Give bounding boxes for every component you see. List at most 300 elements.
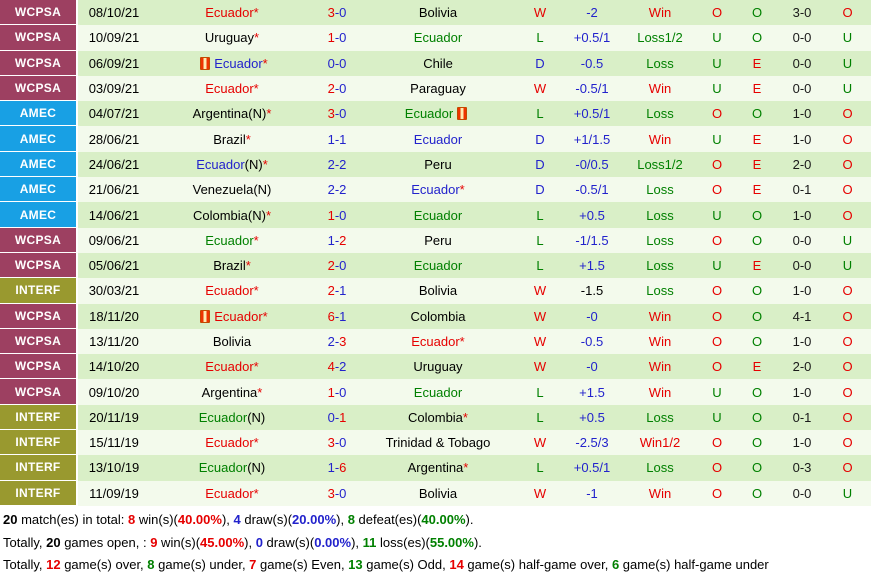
over-under-letter: O <box>711 308 723 324</box>
odd-even-letter: O <box>751 30 763 46</box>
away-goals: 2 <box>339 156 347 172</box>
away-goals: 1 <box>339 283 347 299</box>
score-dash: - <box>334 182 340 198</box>
home-goals: 2 <box>327 283 335 299</box>
handicap-outcome: Loss <box>646 232 674 248</box>
odd-even-letter: E <box>752 55 762 71</box>
league-badge[interactable]: WCPSA <box>0 304 78 329</box>
odd-even-letter: O <box>751 308 763 324</box>
home-goals: 1 <box>327 232 335 248</box>
team-name: Venezuela <box>192 182 254 198</box>
away-team-link[interactable] <box>414 208 462 223</box>
team-name: Ecuador <box>205 232 254 248</box>
halftime-score: 1-0 <box>792 131 812 147</box>
team-name: Argentina <box>407 460 464 476</box>
league-badge[interactable]: AMEC <box>0 101 78 126</box>
summary-line <box>3 509 871 532</box>
odd-even-letter: E <box>752 258 762 274</box>
home-team-link[interactable] <box>199 410 265 425</box>
team-flag-icon <box>200 310 210 323</box>
over-under-letter: O <box>711 232 723 248</box>
home-goals: 3 <box>327 435 335 451</box>
home-team-link[interactable] <box>193 106 272 121</box>
over-under-letter: U <box>712 81 722 97</box>
over-under-letter: O <box>711 106 723 122</box>
summary-segment: game(s) Even, <box>256 557 349 572</box>
summary-segment: game(s) over, <box>60 557 148 572</box>
summary-segment: 45.00% <box>200 534 245 550</box>
odd-even-letter: O <box>751 283 763 299</box>
handicap-value: -0.5 <box>580 55 604 71</box>
fulltime-score <box>314 481 360 506</box>
odd-even-letter: O <box>751 485 763 501</box>
away-team-link[interactable] <box>423 56 453 71</box>
handicap-outcome: Loss <box>646 207 674 223</box>
summary-segment: 7 <box>249 557 257 572</box>
home-team-link[interactable] <box>205 5 258 20</box>
away-goals: 2 <box>339 359 347 375</box>
result-letter: W <box>533 283 547 299</box>
over-under-letter: U <box>712 409 722 425</box>
league-badge[interactable]: WCPSA <box>0 51 78 76</box>
summary-segment: defeat(es)( <box>354 512 422 527</box>
league-badge[interactable]: WCPSA <box>0 354 78 379</box>
score-dash: - <box>334 5 340 21</box>
fulltime-score <box>314 379 360 404</box>
summary-segment: game(s) half-game over, <box>463 557 612 572</box>
over-under-letter: U <box>712 55 722 71</box>
team-name: Bolivia <box>212 334 252 349</box>
home-team-link[interactable] <box>196 56 267 71</box>
summary-segment: game(s) Odd, <box>362 557 450 572</box>
team-name: Ecuador <box>413 258 463 274</box>
team-name: Ecuador <box>413 384 463 400</box>
home-team <box>150 278 314 303</box>
home-team-link[interactable] <box>205 81 258 96</box>
star-marker: * <box>459 182 465 198</box>
home-team <box>150 228 314 253</box>
home-team <box>150 202 314 227</box>
handicap-outcome: Loss1/2 <box>637 156 683 172</box>
team-name: Ecuador <box>413 30 463 46</box>
halftime-score: 0-0 <box>792 485 812 501</box>
home-goals: 1 <box>327 30 335 46</box>
handicap-value: +1.5 <box>579 384 605 400</box>
ht-over-under-letter: O <box>842 384 853 400</box>
summary-segment: ), <box>336 512 348 527</box>
home-team-link[interactable] <box>199 460 265 475</box>
fulltime-score <box>314 126 360 151</box>
away-team-link[interactable] <box>419 5 457 20</box>
ht-over-under-letter: O <box>842 156 853 172</box>
summary-segment: game(s) half-game under <box>619 557 769 572</box>
summary-line <box>3 554 871 577</box>
summary-segment: 40.00% <box>421 512 466 527</box>
team-name: Uruguay <box>204 30 255 46</box>
score-dash: - <box>334 409 340 425</box>
over-under-letter: O <box>711 485 723 501</box>
handicap-outcome: Win1/2 <box>639 435 681 451</box>
match-row <box>0 51 871 76</box>
match-date: 05/06/21 <box>88 258 140 274</box>
score-dash: - <box>334 81 340 97</box>
league-badge[interactable]: AMEC <box>0 202 78 227</box>
handicap-value: -0 <box>586 308 598 324</box>
home-team <box>150 177 314 202</box>
match-date: 09/06/21 <box>88 232 140 248</box>
league-badge[interactable]: INTERF <box>0 405 78 430</box>
handicap-outcome: Win <box>648 334 672 349</box>
away-team-link[interactable] <box>411 334 464 349</box>
away-team-link[interactable] <box>419 486 457 501</box>
team-name: Brazil <box>213 131 246 147</box>
over-under-letter: O <box>711 283 723 299</box>
away-goals: 0 <box>339 106 347 122</box>
home-team <box>150 152 314 177</box>
team-name: Colombia <box>408 409 463 425</box>
away-team <box>360 455 516 480</box>
summary-segment: Totally, <box>3 534 47 550</box>
home-team-link[interactable] <box>205 359 258 374</box>
league-badge[interactable]: INTERF <box>0 430 78 455</box>
match-row <box>0 0 871 25</box>
halftime-score: 4-1 <box>792 308 812 324</box>
result-letter: W <box>533 5 547 21</box>
match-date: 04/07/21 <box>88 106 140 122</box>
away-goals: 0 <box>339 81 347 97</box>
away-team-link[interactable] <box>424 157 451 172</box>
summary-segment: 13 <box>348 557 363 572</box>
match-date: 28/06/21 <box>88 131 140 147</box>
away-team-link[interactable] <box>419 283 457 298</box>
handicap-outcome: Win <box>648 131 672 147</box>
result-letter: L <box>536 207 544 223</box>
team-name: Ecuador <box>411 182 460 198</box>
away-team-link[interactable] <box>410 81 466 96</box>
home-team-link[interactable] <box>205 283 258 298</box>
fulltime-score <box>314 101 360 126</box>
home-team-link[interactable] <box>193 182 272 197</box>
fulltime-score <box>314 25 360 50</box>
star-marker: * <box>462 409 468 425</box>
result-letter: W <box>533 435 547 451</box>
away-team <box>360 202 516 227</box>
team-name: Ecuador <box>205 435 254 451</box>
result-letter: W <box>533 485 547 501</box>
summary-segment: ), <box>351 534 363 550</box>
home-team-link[interactable] <box>205 30 259 45</box>
result-letter: L <box>536 258 544 274</box>
summary-segment: 8 <box>347 512 355 527</box>
away-team-link[interactable] <box>414 132 462 147</box>
fulltime-score <box>314 202 360 227</box>
score-dash: - <box>334 30 340 46</box>
team-name: Argentina <box>192 106 249 122</box>
away-team-link[interactable] <box>424 233 451 248</box>
away-goals: 2 <box>339 232 347 248</box>
handicap-value: +1.5 <box>579 258 605 274</box>
home-team-link[interactable] <box>196 309 267 324</box>
home-goals: 3 <box>327 106 335 122</box>
summary-segment: 20 <box>46 534 61 550</box>
away-team-link[interactable] <box>414 30 462 45</box>
summary-segment: ), <box>244 534 256 550</box>
home-team <box>150 405 314 430</box>
summary-segment: 8 <box>128 512 136 527</box>
summary-segment: 9 <box>150 534 158 550</box>
match-date: 11/09/19 <box>89 485 139 501</box>
odd-even-letter: E <box>752 182 762 198</box>
halftime-score: 0-3 <box>792 460 812 476</box>
handicap-outcome: Loss <box>646 106 674 122</box>
match-row <box>0 278 871 303</box>
away-goals: 0 <box>339 485 347 501</box>
match-row <box>0 202 871 227</box>
ht-over-under-letter: U <box>842 485 853 501</box>
match-date: 21/06/21 <box>88 182 140 198</box>
odd-even-letter: E <box>752 131 762 147</box>
fulltime-score <box>314 253 360 278</box>
result-letter: W <box>533 308 547 324</box>
score-dash: - <box>334 334 340 349</box>
match-row <box>0 25 871 50</box>
league-badge[interactable]: WCPSA <box>0 0 78 25</box>
result-letter: L <box>536 106 544 122</box>
fulltime-score <box>314 405 360 430</box>
handicap-value: -2.5/3 <box>575 435 609 451</box>
ht-over-under-letter: O <box>842 334 853 349</box>
handicap-outcome: Win <box>648 359 672 375</box>
score-dash: - <box>334 460 340 476</box>
home-team <box>150 76 314 101</box>
away-team-link[interactable] <box>405 106 471 121</box>
ht-over-under-letter: U <box>842 81 853 97</box>
away-team <box>360 481 516 506</box>
match-date: 24/06/21 <box>88 156 140 172</box>
over-under-letter: O <box>711 182 723 198</box>
away-team-link[interactable] <box>411 309 466 324</box>
away-team <box>360 278 516 303</box>
league-badge[interactable]: WCPSA <box>0 253 78 278</box>
ht-over-under-letter: O <box>842 283 853 299</box>
team-name: Trinidad & Tobago <box>385 435 491 451</box>
odd-even-letter: E <box>752 156 762 172</box>
result-letter: D <box>535 131 545 147</box>
away-team-link[interactable] <box>408 460 469 475</box>
home-goals: 2 <box>327 334 335 349</box>
home-team-link[interactable] <box>205 486 258 501</box>
league-badge[interactable]: INTERF <box>0 278 78 303</box>
home-goals: 2 <box>327 258 335 274</box>
home-team-link[interactable] <box>193 208 271 223</box>
match-date: 08/10/21 <box>88 5 140 21</box>
result-letter: L <box>536 409 544 425</box>
star-marker: * <box>245 131 251 147</box>
ht-over-under-letter: O <box>842 359 853 375</box>
handicap-value: -0.5/1 <box>575 182 609 198</box>
home-goals: 1 <box>327 207 335 223</box>
halftime-score: 2-0 <box>792 156 812 172</box>
summary-segment: loss(es)( <box>376 534 430 550</box>
halftime-score: 1-0 <box>792 435 812 451</box>
handicap-value: -1.5 <box>580 283 604 299</box>
handicap-value: +0.5 <box>579 409 605 425</box>
away-goals: 1 <box>339 308 347 324</box>
odd-even-letter: O <box>751 384 763 400</box>
result-letter: D <box>535 182 545 198</box>
away-team-link[interactable] <box>386 435 491 450</box>
home-team <box>150 430 314 455</box>
summary-segment: 11 <box>362 534 377 550</box>
halftime-score: 0-0 <box>792 258 812 274</box>
neutral-ground-marker: (N) <box>248 106 267 122</box>
away-team <box>360 0 516 25</box>
away-goals: 0 <box>339 435 347 451</box>
home-team-link[interactable] <box>205 435 258 450</box>
home-team-link[interactable] <box>213 258 251 273</box>
ht-over-under-letter: O <box>842 435 853 451</box>
score-dash: - <box>334 232 340 248</box>
star-marker: * <box>463 460 469 476</box>
away-team-link[interactable] <box>408 410 468 425</box>
league-badge[interactable]: INTERF <box>0 455 78 480</box>
league-badge[interactable]: AMEC <box>0 177 78 202</box>
fulltime-score <box>314 304 360 329</box>
away-team <box>360 405 516 430</box>
star-marker: * <box>266 106 272 122</box>
neutral-ground-marker: (N) <box>244 156 263 172</box>
fulltime-score <box>314 152 360 177</box>
team-name: Ecuador <box>205 485 254 501</box>
summary-segment: win(s)( <box>135 512 178 527</box>
match-row <box>0 152 871 177</box>
star-marker: * <box>253 81 259 97</box>
handicap-value: -0.5/1 <box>575 81 609 97</box>
away-goals: 3 <box>339 334 347 349</box>
team-name: Colombia <box>192 207 248 223</box>
away-goals: 2 <box>339 182 347 198</box>
handicap-value: -0 <box>586 359 598 375</box>
handicap-value: -1 <box>586 485 598 501</box>
summary-segment: match(es) in total: <box>17 512 129 527</box>
result-letter: W <box>533 334 547 349</box>
away-team-link[interactable] <box>414 258 462 273</box>
halftime-score: 1-0 <box>792 283 812 299</box>
team-name: Ecuador <box>205 283 254 299</box>
over-under-letter: O <box>711 5 723 21</box>
away-team-link[interactable] <box>411 182 464 197</box>
result-letter: L <box>536 384 544 400</box>
match-date: 20/11/19 <box>89 409 139 425</box>
ht-over-under-letter: O <box>842 409 853 425</box>
home-team-link[interactable] <box>205 233 258 248</box>
summary-segment: 6 <box>611 557 620 572</box>
star-marker: * <box>262 156 268 172</box>
away-goals: 1 <box>339 131 347 147</box>
league-badge[interactable]: WCPSA <box>0 76 78 101</box>
star-marker: * <box>459 334 465 349</box>
handicap-value: +0.5 <box>579 207 605 223</box>
ht-over-under-letter: O <box>842 308 853 324</box>
match-row <box>0 455 871 480</box>
home-team-link[interactable] <box>202 385 263 400</box>
away-team-link[interactable] <box>413 359 462 374</box>
ht-over-under-letter: U <box>842 232 853 248</box>
away-team <box>360 329 516 354</box>
halftime-score: 0-0 <box>792 232 812 248</box>
score-dash: - <box>334 359 340 375</box>
match-row <box>0 405 871 430</box>
league-badge[interactable]: WCPSA <box>0 228 78 253</box>
home-team <box>150 0 314 25</box>
score-dash: - <box>334 131 340 147</box>
star-marker: * <box>253 283 259 299</box>
handicap-outcome: Loss <box>646 283 674 299</box>
league-badge[interactable]: WCPSA <box>0 329 78 354</box>
away-team <box>360 253 516 278</box>
home-team <box>150 455 314 480</box>
ht-over-under-letter: O <box>842 207 853 223</box>
away-team-link[interactable] <box>414 385 462 400</box>
home-team <box>150 379 314 404</box>
away-team <box>360 76 516 101</box>
home-team <box>150 51 314 76</box>
odd-even-letter: E <box>752 359 762 375</box>
team-name: Peru <box>424 232 452 248</box>
team-name: Argentina <box>201 384 258 400</box>
star-marker: * <box>245 258 251 274</box>
score-dash: - <box>334 207 340 223</box>
home-team-link[interactable] <box>196 157 268 172</box>
halftime-score: 0-1 <box>792 409 812 425</box>
league-badge[interactable]: WCPSA <box>0 25 78 50</box>
league-badge[interactable]: AMEC <box>0 152 78 177</box>
ht-over-under-letter: O <box>842 106 853 122</box>
ht-over-under-letter: O <box>842 182 853 198</box>
home-team <box>150 253 314 278</box>
result-letter: L <box>536 232 544 248</box>
match-row <box>0 304 871 329</box>
home-team-link[interactable] <box>213 132 251 147</box>
halftime-score: 1-0 <box>792 207 812 223</box>
over-under-letter: O <box>711 334 723 349</box>
away-goals: 0 <box>339 5 347 21</box>
away-team <box>360 126 516 151</box>
fulltime-score <box>314 51 360 76</box>
league-badge[interactable]: INTERF <box>0 481 78 506</box>
team-name: Ecuador <box>205 81 254 97</box>
home-team-link[interactable] <box>213 334 251 349</box>
team-name: Ecuador <box>404 106 454 122</box>
league-badge[interactable]: WCPSA <box>0 379 78 404</box>
handicap-outcome: Win <box>648 485 672 501</box>
score-dash: - <box>334 308 340 324</box>
summary-segment: 55.00% <box>429 534 474 550</box>
team-name: Brazil <box>213 258 246 274</box>
league-badge[interactable]: AMEC <box>0 126 78 151</box>
away-team <box>360 228 516 253</box>
neutral-ground-marker: (N) <box>247 460 266 476</box>
handicap-value: -0.5 <box>580 334 604 349</box>
summary-segment: 12 <box>46 557 61 572</box>
match-row <box>0 253 871 278</box>
odd-even-letter: O <box>751 334 763 349</box>
summary-segment: 20 <box>3 512 18 527</box>
summary-segment: ). <box>473 534 482 550</box>
match-date: 18/11/20 <box>89 308 139 324</box>
fulltime-score <box>314 430 360 455</box>
summary-segment: win(s)( <box>157 534 201 550</box>
